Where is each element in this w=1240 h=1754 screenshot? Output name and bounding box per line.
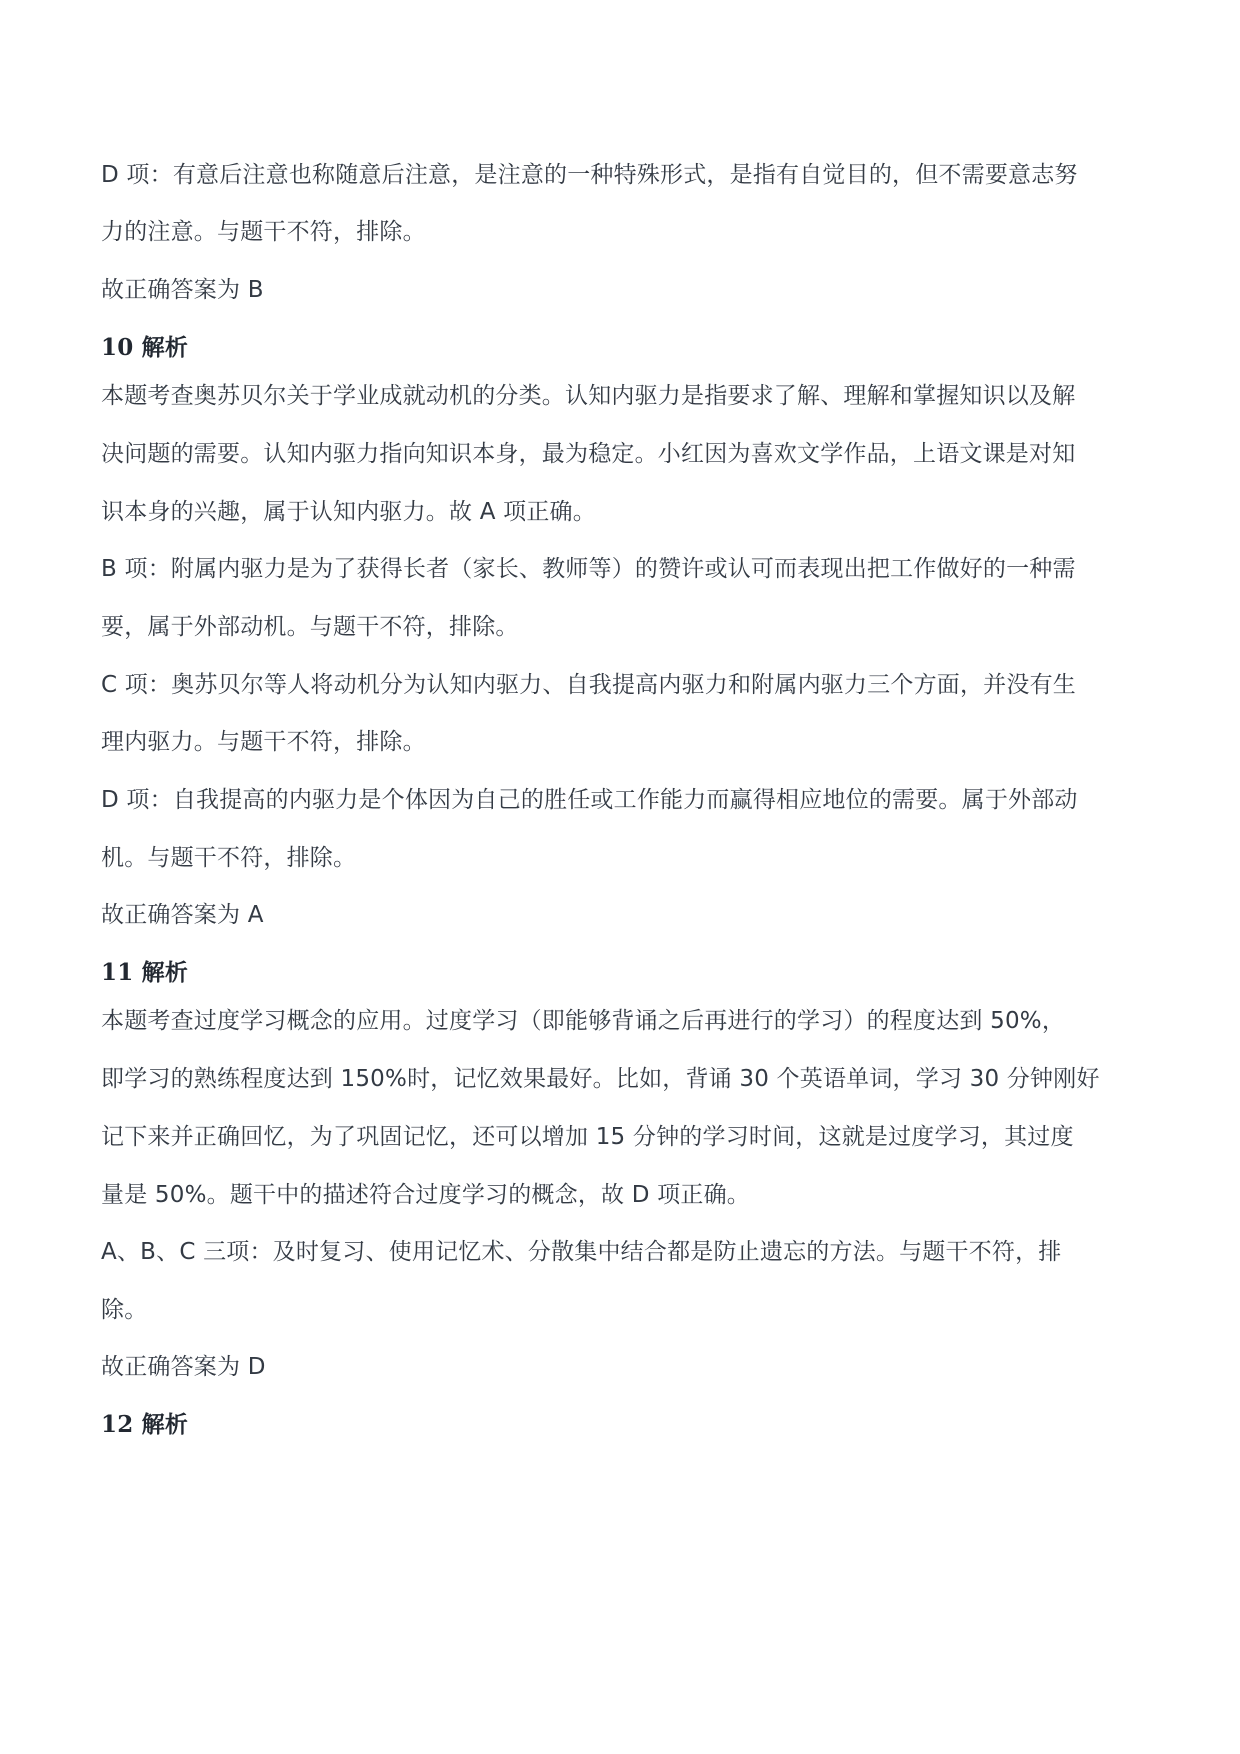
paragraph-line: D 项：有意后注意也称随意后注意，是注意的一种特殊形式，是指有自觉目的，但不需要意志努 <box>101 162 1078 188</box>
paragraph-line: 理内驱力。与题干不符，排除。 <box>101 729 426 755</box>
paragraph-line: 本题考查奥苏贝尔关于学业成就动机的分类。认知内驱力是指要求了解、理解和掌握知识以及解 <box>101 383 1076 409</box>
paragraph-line: C 项：奥苏贝尔等人将动机分为认知内驱力、自我提高内驱力和附属内驱力三个方面，并没有生 <box>101 672 1076 698</box>
paragraph-line: 力的注意。与题干不符，排除。 <box>101 219 426 245</box>
paragraph-line: 决问题的需要。认知内驱力指向知识本身，最为稳定。小红因为喜欢文学作品，上语文课是对知 <box>101 441 1076 467</box>
paragraph-line: 量是 50%。题干中的描述符合过度学习的概念，故 D 项正确。 <box>101 1182 750 1208</box>
paragraph-line: 除。 <box>101 1297 148 1323</box>
paragraph-line: 机。与题干不符，排除。 <box>101 845 357 871</box>
paragraph-line: A、B、C 三项：及时复习、使用记忆术、分散集中结合都是防止遗忘的方法。与题干不符，排 <box>101 1239 1062 1265</box>
section-heading: 11 解析 <box>101 959 189 986</box>
paragraph-line: 记下来并正确回忆，为了巩固记忆，还可以增加 15 分钟的学习时间，这就是过度学习，其过度 <box>101 1124 1074 1150</box>
paragraph-line: 识本身的兴趣，属于认知内驱力。故 A 项正确。 <box>101 499 596 525</box>
paragraph-line: 故正确答案为 D <box>101 1354 266 1380</box>
section-heading: 10 解析 <box>101 334 189 361</box>
paragraph-line: 本题考查过度学习概念的应用。过度学习（即能够背诵之后再进行的学习）的程度达到 50%， <box>101 1008 1066 1034</box>
paragraph-line: 故正确答案为 B <box>101 277 264 303</box>
paragraph-line: B 项：附属内驱力是为了获得长者（家长、教师等）的赞许或认可而表现出把工作做好的一种需 <box>101 556 1076 582</box>
paragraph-line: 故正确答案为 A <box>101 902 264 928</box>
paragraph-line: 即学习的熟练程度达到 150%时，记忆效果最好。比如，背诵 30 个英语单词，学习 30 分钟刚好 <box>101 1066 1100 1092</box>
section-heading: 12 解析 <box>101 1411 189 1438</box>
paragraph-line: D 项：自我提高的内驱力是个体因为自己的胜任或工作能力而赢得相应地位的需要。属于外部动 <box>101 787 1078 813</box>
paragraph-line: 要，属于外部动机。与题干不符，排除。 <box>101 614 519 640</box>
